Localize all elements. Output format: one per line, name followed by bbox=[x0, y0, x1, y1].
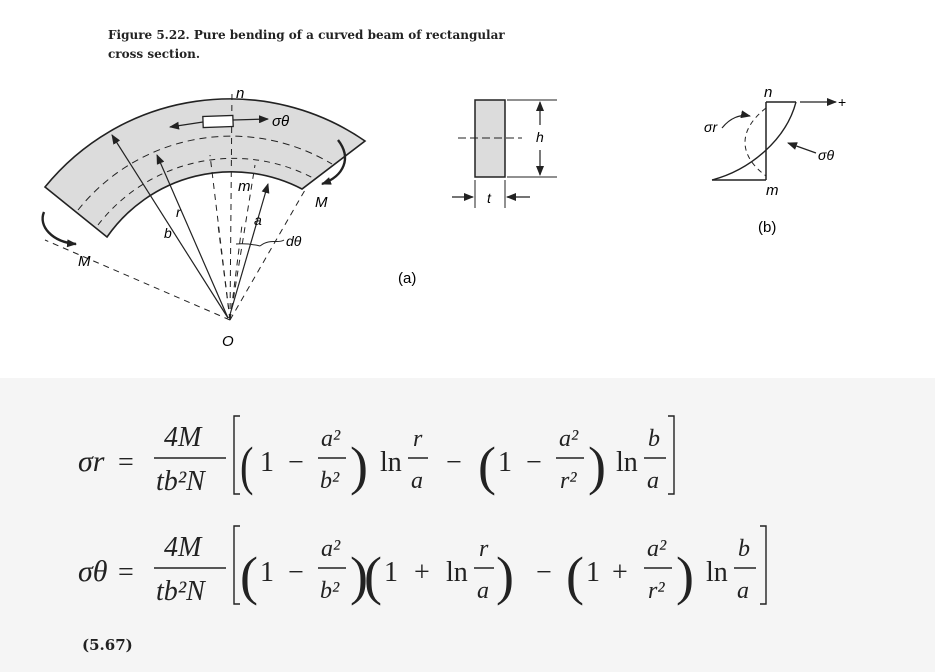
eq1-rbracket bbox=[668, 416, 674, 494]
eq1-mid-op: − bbox=[446, 447, 462, 478]
eq1-lparen2: ( bbox=[478, 436, 496, 496]
eq2-den: tb²N bbox=[156, 576, 205, 607]
eq2-f2-num: b bbox=[738, 536, 750, 562]
eq1-num: 4M bbox=[164, 422, 202, 453]
label-part-a: (a) bbox=[398, 270, 417, 287]
label-M-right: M bbox=[315, 194, 328, 211]
eq1-equals: = bbox=[118, 447, 134, 478]
eq2-rparen2: ) bbox=[496, 546, 514, 606]
eq1-rparen2: ) bbox=[588, 436, 606, 496]
eq2-p2-one: 1 bbox=[384, 557, 398, 588]
caption-line-2: cross section. bbox=[108, 47, 201, 61]
eq2-ln: ln bbox=[446, 557, 468, 588]
eq1-lparen1: ( bbox=[240, 436, 254, 497]
eq1-t2-num: a² bbox=[559, 426, 579, 452]
eq2-lparen3: ( bbox=[566, 546, 584, 606]
label-n-b: n bbox=[764, 84, 773, 101]
label-t: t bbox=[487, 190, 491, 206]
eq2-rbracket bbox=[760, 526, 766, 604]
eq1-rparen1: ) bbox=[350, 436, 368, 496]
equation-sigma-theta bbox=[78, 526, 766, 607]
eq2-rparen1: ) bbox=[350, 546, 368, 606]
eq1-ln: ln bbox=[380, 447, 402, 478]
eq2-lhs: σθ bbox=[78, 555, 108, 588]
eq1-ln2: ln bbox=[616, 447, 638, 478]
eq2-lparen2: ( bbox=[364, 546, 382, 606]
equation-sigma-r bbox=[78, 416, 674, 497]
eq2-p2-plus: + bbox=[414, 557, 430, 588]
eq2-ln2: ln bbox=[706, 557, 728, 588]
eq1-den: tb²N bbox=[156, 466, 205, 497]
eq2-t2-one: 1 bbox=[586, 557, 600, 588]
eq2-f1-num: r bbox=[479, 536, 489, 562]
eq2-t1-den: b² bbox=[320, 578, 340, 604]
eq2-lparen1: ( bbox=[240, 546, 258, 606]
eq1-lhs: σr bbox=[78, 445, 105, 478]
label-b: b bbox=[164, 225, 172, 241]
label-M-left: M bbox=[78, 253, 91, 270]
eq2-t2-den: r² bbox=[648, 578, 665, 604]
eq1-t1-minus: − bbox=[288, 447, 304, 478]
label-O: O bbox=[222, 333, 234, 350]
eq2-t1-num: a² bbox=[321, 536, 341, 562]
eq1-f2-den: a bbox=[647, 468, 659, 494]
eq1-t2-one: 1 bbox=[498, 447, 512, 478]
eq1-t1-num: a² bbox=[321, 426, 341, 452]
eq1-t1-den: b² bbox=[320, 468, 340, 494]
eq2-equals: = bbox=[118, 557, 134, 588]
eq2-num: 4M bbox=[164, 532, 202, 563]
eq1-t2-minus: − bbox=[526, 447, 542, 478]
label-r: r bbox=[176, 204, 181, 220]
eq1-f2-num: b bbox=[648, 426, 660, 452]
eq1-f1-den: a bbox=[411, 468, 423, 494]
label-sigma-theta-a: σθ bbox=[272, 113, 290, 130]
label-sigma-r: σr bbox=[704, 119, 718, 135]
eq1-lbracket bbox=[234, 416, 240, 494]
eq2-f1-den: a bbox=[477, 578, 489, 604]
eq1-t1-one: 1 bbox=[260, 447, 274, 478]
eq2-t1-one: 1 bbox=[260, 557, 274, 588]
label-a: a bbox=[254, 212, 262, 228]
label-m-b: m bbox=[766, 182, 779, 199]
eq1-t2-den: r² bbox=[560, 468, 577, 494]
eq2-t2-num: a² bbox=[647, 536, 667, 562]
label-sigma-theta-b: σθ bbox=[818, 147, 835, 163]
label-m-a: m bbox=[238, 178, 251, 195]
label-part-b: (b) bbox=[758, 219, 777, 236]
label-d-theta: dθ bbox=[286, 233, 302, 249]
label-h: h bbox=[536, 129, 544, 145]
equation-number: (5.67) bbox=[82, 636, 133, 654]
eq2-f2-den: a bbox=[737, 578, 749, 604]
eq1-f1-num: r bbox=[413, 426, 423, 452]
caption-line-1: Figure 5.22. Pure bending of a curved beam of rectangular bbox=[108, 28, 505, 42]
eq2-rparen3: ) bbox=[676, 546, 694, 606]
label-plus: + bbox=[838, 94, 847, 110]
label-n-a: n bbox=[236, 85, 245, 102]
eq2-t2-plus: + bbox=[612, 557, 628, 588]
eq2-mid-op: − bbox=[536, 557, 552, 588]
eq2-t1-minus: − bbox=[288, 557, 304, 588]
